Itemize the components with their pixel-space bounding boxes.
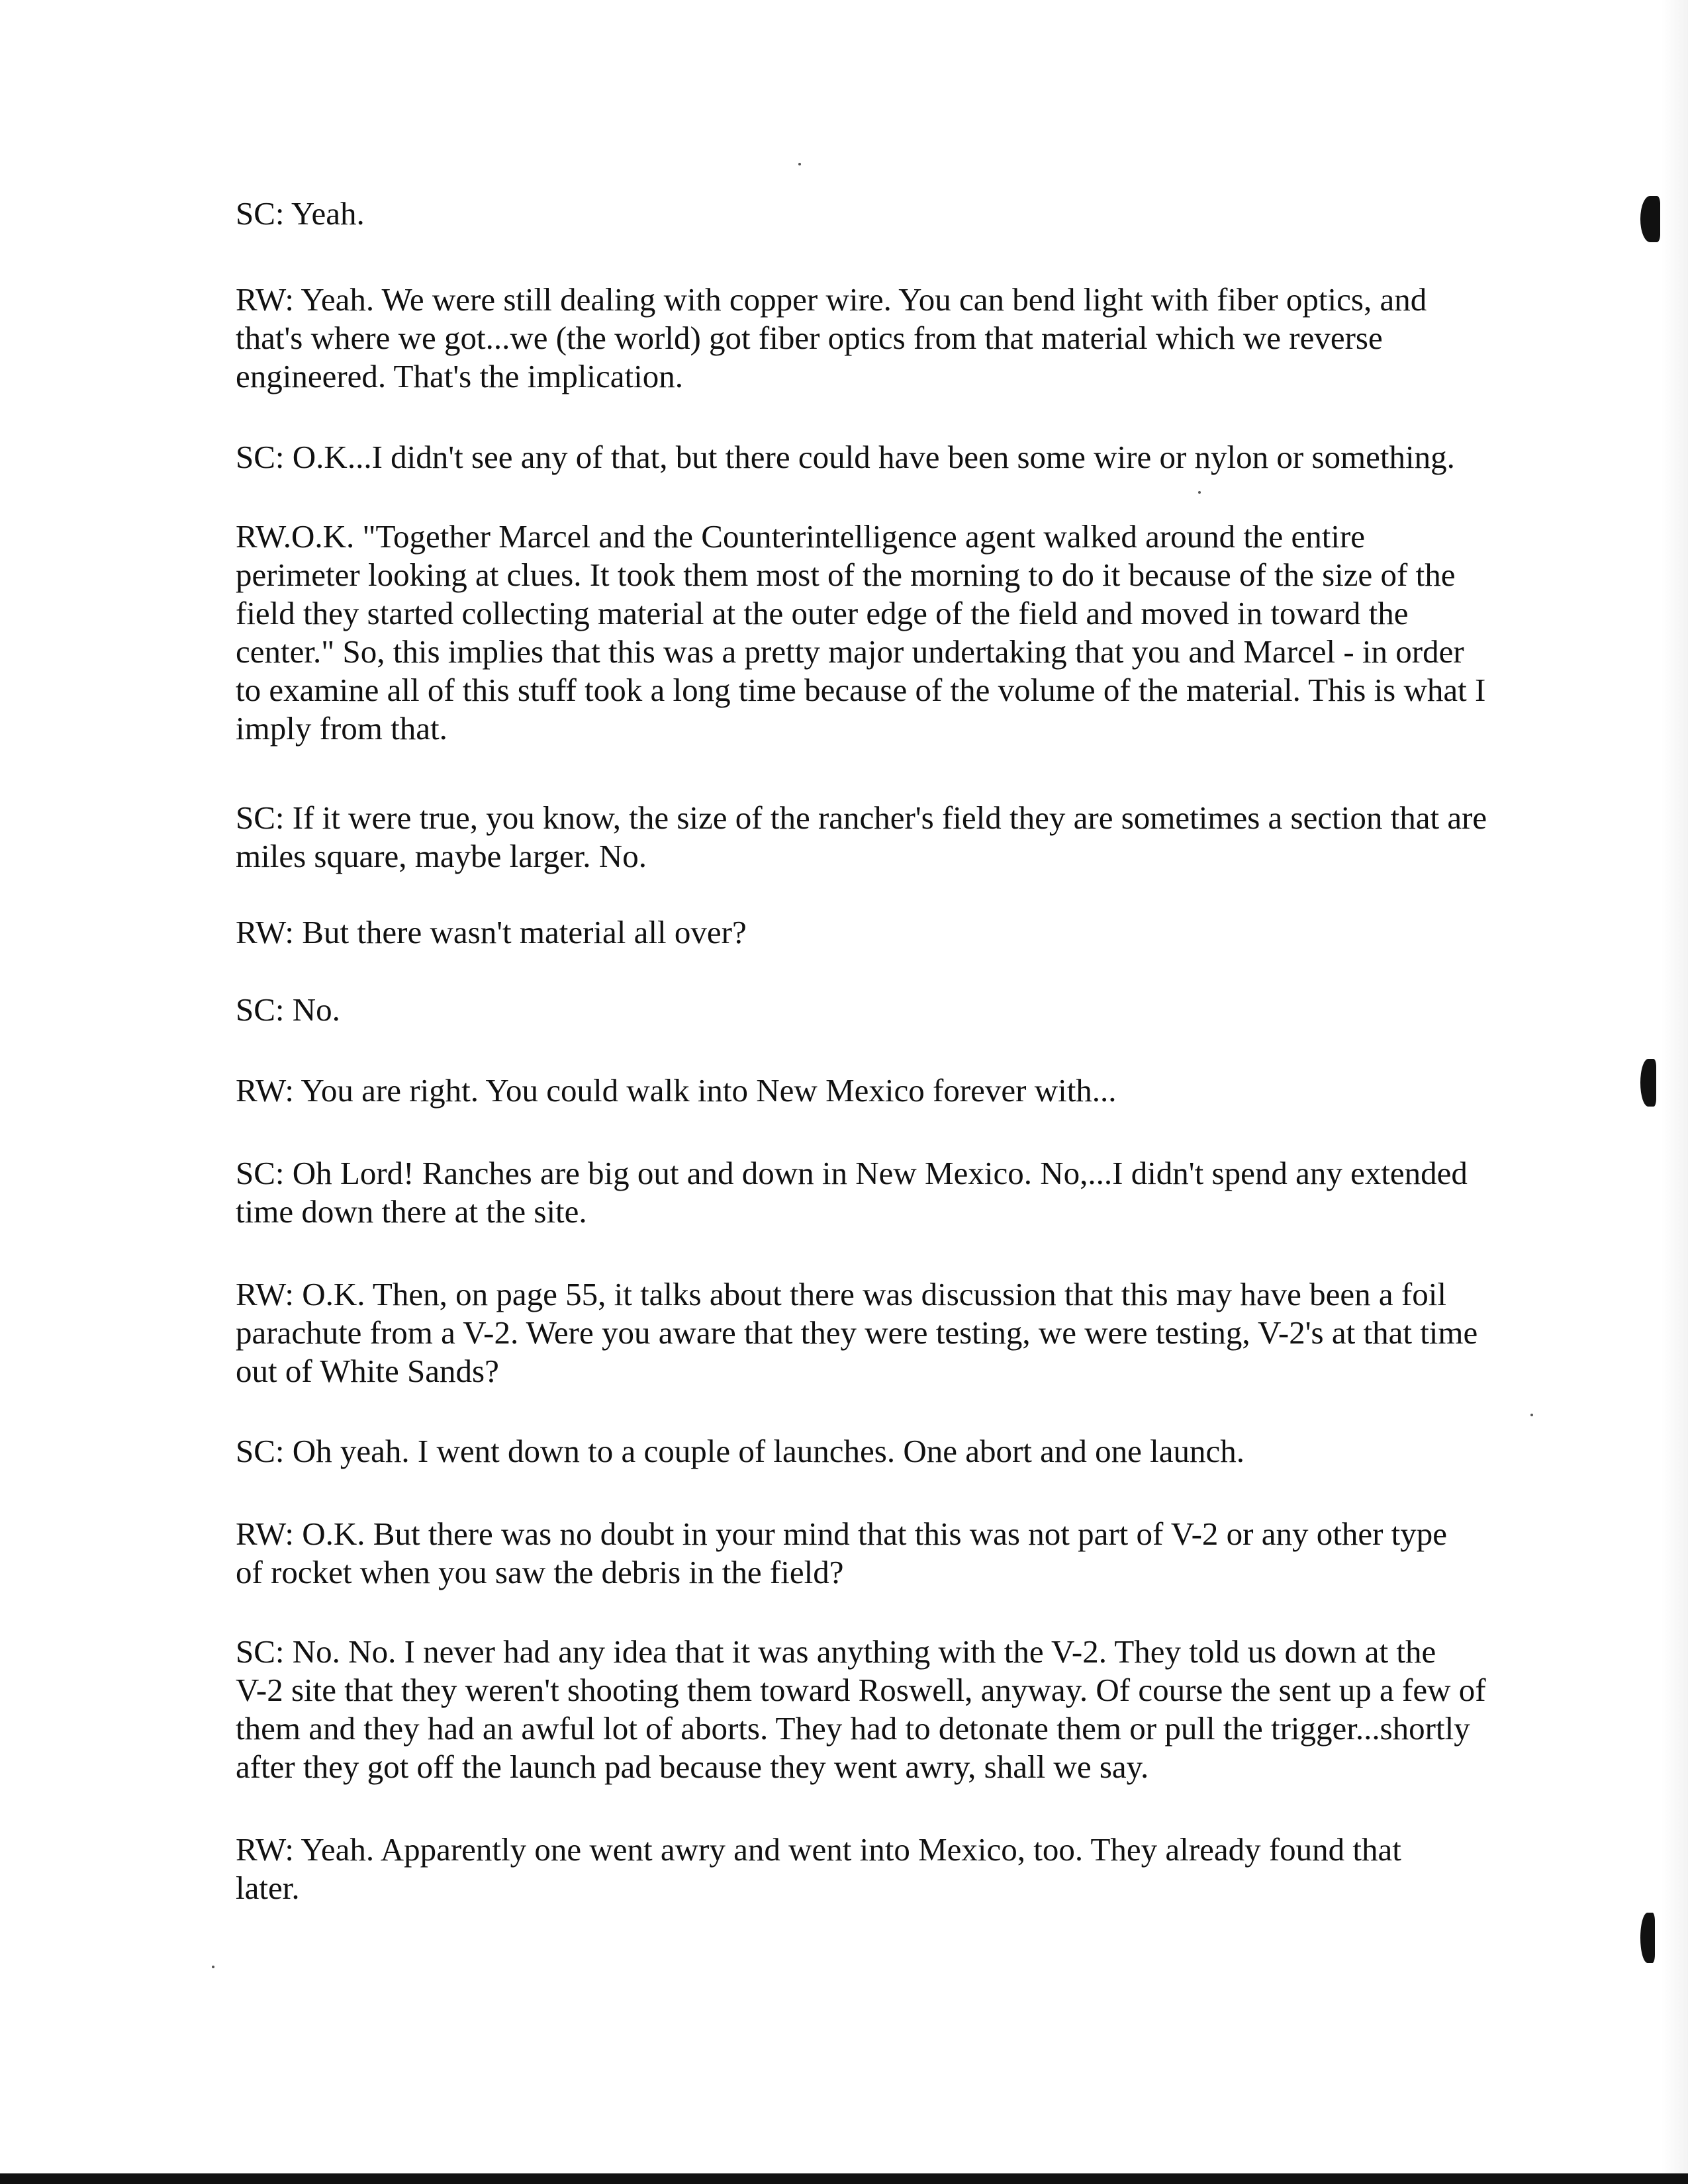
text-line: them and they had an awful lot of aborts. They had to detonate them or pull the trigger...shortly xyxy=(236,1710,1470,1747)
transcript-paragraph xyxy=(236,1071,1117,1110)
text-line: out of White Sands? xyxy=(236,1353,499,1389)
transcript-paragraph xyxy=(236,438,1455,477)
text-line: RW.O.K. "Together Marcel and the Counterintelligence agent walked around the entire xyxy=(236,518,1366,555)
transcript-paragraph xyxy=(236,1154,1468,1231)
text-line: that's where we got...we (the world) got fiber optics from that material which we reverse xyxy=(236,320,1383,356)
transcript-paragraph xyxy=(236,991,340,1029)
text-line: field they started collecting material at the outer edge of the field and moved in toward the xyxy=(236,595,1409,631)
text-line: imply from that. xyxy=(236,710,447,747)
binder-hole-mark xyxy=(1640,196,1660,242)
transcript-paragraph xyxy=(236,799,1487,876)
text-line: time down there at the site. xyxy=(236,1193,587,1230)
binder-hole-mark xyxy=(1640,1913,1655,1963)
transcript-paragraph xyxy=(236,1275,1477,1390)
transcript-paragraph xyxy=(236,195,365,233)
text-line: engineered. That's the implication. xyxy=(236,358,684,394)
scan-speck xyxy=(212,1966,214,1968)
transcript-paragraph xyxy=(236,1633,1486,1786)
text-line: SC: Oh yeah. I went down to a couple of launches. One abort and one launch. xyxy=(236,1433,1245,1469)
text-line: to examine all of this stuff took a long time because of the volume of the material. This is what I xyxy=(236,672,1486,708)
text-line: after they got off the launch pad because they went awry, shall we say. xyxy=(236,1749,1149,1785)
transcript-paragraph xyxy=(236,518,1485,748)
text-line: RW: Yeah. Apparently one went awry and went into Mexico, too. They already found that xyxy=(236,1831,1401,1868)
transcript-paragraph xyxy=(236,1432,1244,1471)
transcript-paragraph xyxy=(236,913,747,952)
text-line: SC: O.K...I didn't see any of that, but there could have been some wire or nylon or something. xyxy=(236,439,1455,475)
scan-bottom-border xyxy=(0,2173,1688,2184)
text-line: SC: If it were true, you know, the size of the rancher's field they are sometimes a section that are xyxy=(236,799,1487,836)
text-line: parachute from a V-2. Were you aware that they were testing, we were testing, V-2's at that time xyxy=(236,1314,1478,1351)
text-line: V-2 site that they weren't shooting them toward Roswell, anyway. Of course the sent up a few of xyxy=(236,1672,1486,1708)
scan-edge-shadow xyxy=(1662,0,1688,2173)
text-line: SC: Yeah. xyxy=(236,195,365,232)
transcript-paragraph xyxy=(236,281,1427,396)
text-line: RW: You are right. You could walk into New Mexico forever with... xyxy=(236,1072,1117,1109)
text-line: later. xyxy=(236,1870,300,1906)
transcript-paragraph xyxy=(236,1515,1447,1592)
scan-speck xyxy=(798,163,801,165)
text-line: miles square, maybe larger. No. xyxy=(236,838,647,874)
binder-hole-mark xyxy=(1640,1059,1656,1107)
text-line: RW: But there wasn't material all over? xyxy=(236,914,747,950)
transcript-paragraph xyxy=(236,1831,1401,1907)
text-line: of rocket when you saw the debris in the field? xyxy=(236,1554,844,1590)
text-line: RW: O.K. But there was no doubt in your mind that this was not part of V-2 or any other type xyxy=(236,1516,1448,1552)
text-line: RW: O.K. Then, on page 55, it talks about there was discussion that this may have been a foil xyxy=(236,1276,1446,1312)
text-line: SC: No. xyxy=(236,991,340,1028)
scan-speck xyxy=(1198,491,1201,494)
text-line: center." So, this implies that this was a pretty major undertaking that you and Marcel - in order xyxy=(236,633,1464,670)
text-line: SC: Oh Lord! Ranches are big out and down in New Mexico. No,...I didn't spend any extended xyxy=(236,1155,1468,1191)
text-line: perimeter looking at clues. It took them most of the morning to do it because of the size of the xyxy=(236,557,1456,593)
scan-speck xyxy=(1530,1414,1533,1416)
text-line: SC: No. No. I never had any idea that it was anything with the V-2. They told us down at the xyxy=(236,1633,1436,1670)
text-line: RW: Yeah. We were still dealing with copper wire. You can bend light with fiber optics, and xyxy=(236,281,1427,318)
